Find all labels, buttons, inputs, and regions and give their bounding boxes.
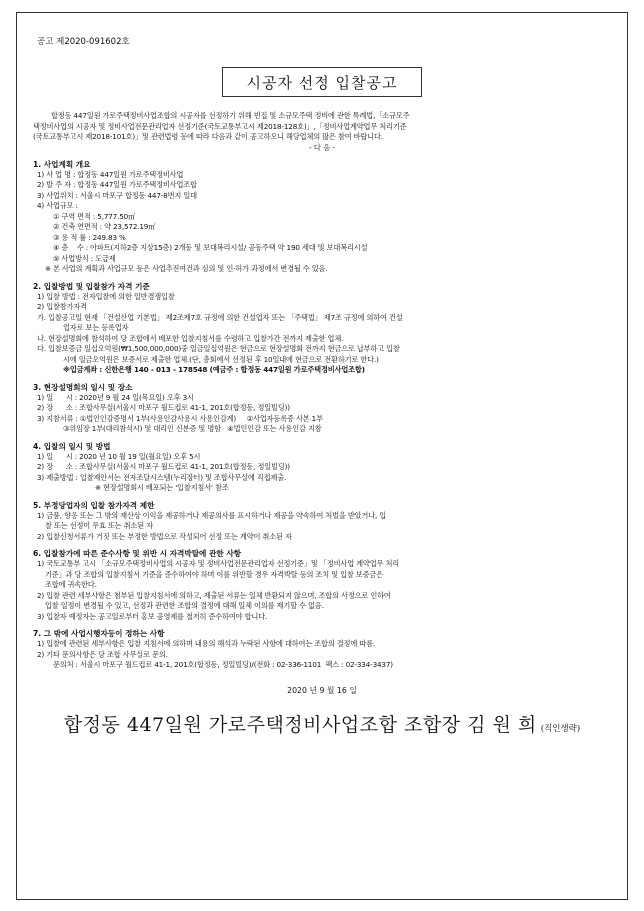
sections (33, 159, 611, 671)
section-line: 문의처 : 서울시 마포구 월드컵로 41-1, 201호(합정동, 정일빌딩)/(전화 : 02-336-1101 팩스 : 02-334-3437) (53, 660, 393, 670)
section-line: 2) 장 소 : 조합사무실(서울시 마포구 월드컵로 41-1, 201호(합정동, 정일빌딩)) (37, 403, 290, 413)
section-line: 기준」과 당 조합의 입찰지침서 기준을 준수하여야 하며 이를 위반할 경우 자격박탈 등의 조치 및 입찰 보증금은 (45, 569, 383, 579)
section-line: ④ 층 수 : 아파트(지하2층 지상15층) 2개동 및 보대복리시설/ 공동주택 약 190 세대 및 보대복리시설 (53, 243, 368, 253)
section-line: 2) 입찰참가자격 (37, 302, 87, 312)
section-line: 2) 입찰 관련 세부사항은 첨부된 입찰지침서에 의하고, 제출된 서류는 일체 반환되지 않으며, 조합의 사정으로 인하여 (37, 590, 391, 600)
section-line: 조합에 귀속한다. (45, 580, 97, 590)
section-line: 찰 또는 선정이 무효 또는 취소된 자 (45, 521, 153, 531)
section-line: 2) 입찰신청서류가 거짓 또는 부정한 방법으로 작성되어 선정 또는 계약이 취소된 자 (37, 531, 292, 541)
document-title: 시공자 선정 입찰공고 (222, 67, 422, 97)
section (33, 159, 611, 275)
section-line: 1) 국토교통부 고시 「소규모주택정비사업의 시공자 및 정비사업전문관리업자 선정기준」및 「정비사업 계약업무 처리 (37, 559, 400, 569)
notice-number: 공고 제2020-091602호 (37, 37, 130, 47)
section (33, 281, 611, 376)
section-heading: 4. 입찰의 일시 및 방법 (33, 441, 111, 451)
section-line: ⑤ 사업방식 : 도급제 (53, 253, 116, 263)
section-line: 1) 일 시 : 2020년 9 월 24 일(목요일) 오후 3시 (37, 392, 194, 402)
section-line: 2) 기타 문의사항은 당 조합 사무실로 문의. (37, 649, 168, 659)
seal-note: (직인생략) (540, 723, 581, 734)
section (33, 500, 611, 543)
section-line: 1) 입찰 방법 : 전자입찰에 의한 일반경쟁입찰 (37, 291, 175, 301)
section-line: ※입금계좌 : 신한은행 140 - 013 - 178548 (예금주 : 합정동 447일원 가로주택정비사업조합) (63, 365, 365, 375)
signature-org: 합정동 447일원 가로주택정비사업조합 조합장 김 원 희 (63, 713, 537, 736)
section-line: 3) 사업위치 : 서울시 마포구 합정동 447-8번지 일대 (37, 190, 197, 200)
section-line: ① 구역 면적 : 5,777.50㎡ (53, 211, 136, 221)
section-line: ③ 용 적 률 : 249.83 % (53, 232, 126, 242)
section (33, 628, 611, 671)
section-line: 2) 장 소 : 조합사무실(서울시 마포구 월드컵로 41-1, 201호(합정동, 정일빌딩)) (37, 462, 290, 472)
section-line: 4) 사업규모 : (37, 201, 78, 211)
section-line: ③위임장 1부(대리참석시) 및 대리인 신분증 및 명함 ④법인인감 또는 사용인감 지참 (63, 424, 322, 434)
section-line: 1) 금품, 향응 또는 그 밖의 재산상 이익을 제공하거나 제공의사를 표시하거나 제공을 약속하여 처벌을 받았거나, 입 (37, 510, 387, 520)
section-line: 업자로 보는 등록업자 (63, 323, 129, 333)
section-line: 2) 발 주 자 : 합정동 447일원 가로주택정비사업조합 (37, 180, 197, 190)
section-line: 1) 사 업 명 : 합정동 447일원 가로주택정비사업 (37, 169, 184, 179)
notice-date: 2020 년 9 월 16 일 (287, 685, 357, 695)
section-line: 3) 입찰자 예정자는 공고일로부터 홍보 공영제를 철저히 준수하여야 합니다. (37, 611, 268, 621)
section-line: 1) 일 시 : 2020 년 10 월 19 일(월요일) 오후 5시 (37, 451, 201, 461)
section-line: ※ 본 사업의 계획과 사업규모 등은 사업추진여건과 심의 및 인·허가 과정에서 변경될 수 있음. (45, 264, 328, 274)
signature-block (33, 710, 611, 737)
section-heading: 2. 입찰방법 및 입찰참가 자격 기준 (33, 281, 150, 291)
section-heading: 1. 사업계획 개요 (33, 159, 91, 169)
section-heading: 3. 현장설명회의 일시 및 장소 (33, 382, 133, 392)
section (33, 382, 611, 435)
section-heading: 7. 그 밖에 사업시행자등이 정하는 사항 (33, 629, 165, 639)
section-line: 시에 일금오억원은 보증서로 제출한 업체.(단, 총회에서 선정된 후 10일내에 현금으로 전환하기로 한다.) (63, 354, 379, 364)
section-line: ② 건축 연면적 : 약 23,572.19㎡ (53, 222, 156, 232)
intro-line: (국토교통부고시 제2018-101호)」및 관련법령 등에 따라 다음과 같이 공고하오니 해당업체의 많은 참여 바랍니다. (33, 132, 383, 142)
intro-line: 택정비사업의 시공자 및 정비사업전문관리업자 선정기준(국토교통부고시 제2018-128호)」,「정비사업계약업무 처리기준 (33, 121, 407, 131)
section-line: 나. 현장설명회에 참석하여 당 조합에서 배포한 입찰지침서를 수령하고 입찰가간 전까지 제출한 업체. (37, 333, 344, 343)
section (33, 548, 611, 622)
section-line: 다. 입찰보증금 일십오억원(₩1,500,000,000)중 일금일십억원은 현금으로 현장설명회 전까지 현금으로 납부하고 입찰 (37, 344, 400, 354)
section-line: 1) 입찰에 관련된 세부사항은 입찰 지침서에 의하며 내용의 해석과 누락된 사항에 대하여는 조합의 결정에 따름. (37, 639, 375, 649)
section-line: 3) 지참서류 : ①법인인감증명서 1부(사용인감사용시 사용인감계) ②사업자등록증 사본 1부 (37, 413, 323, 423)
section-line: 3) 제출방법 : 입찰제안서는 전자조달시스템(누리장터) 및 조합사무실에 직접제출. (37, 472, 287, 482)
section (33, 441, 611, 494)
intro-paragraph (33, 111, 611, 143)
section-heading: 5. 부정당업자의 입찰 참가자격 제한 (33, 500, 155, 510)
da-eum-label: - 다 음 - (309, 142, 335, 152)
section-line: 입찰 일정이 변경될 수 있고, 선정과 관련한 조합의 결정에 대해 일체 이의를 제기할 수 없음. (45, 601, 324, 611)
section-line: 가. 입찰공고일 현재 「건설산업 기본법」 제2조제7호 규정에 의한 건설업자 또는 「주택법」 제7조 규정에 의하여 건설 (37, 312, 403, 322)
section-line: ※ 현장설명회시 배포되는 '입찰지침서' 참조 (63, 483, 229, 493)
notice-document (16, 12, 628, 900)
intro-line: 합정동 447일원 가로주택정비사업조합의 시공자를 선정하기 위해 빈집 및 소규모주택 정비에 관한 특례법,「소규모주 (51, 111, 410, 120)
section-heading: 6. 입찰참가에 따른 준수사항 및 위반 시 자격박탈에 관한 사항 (33, 549, 242, 559)
